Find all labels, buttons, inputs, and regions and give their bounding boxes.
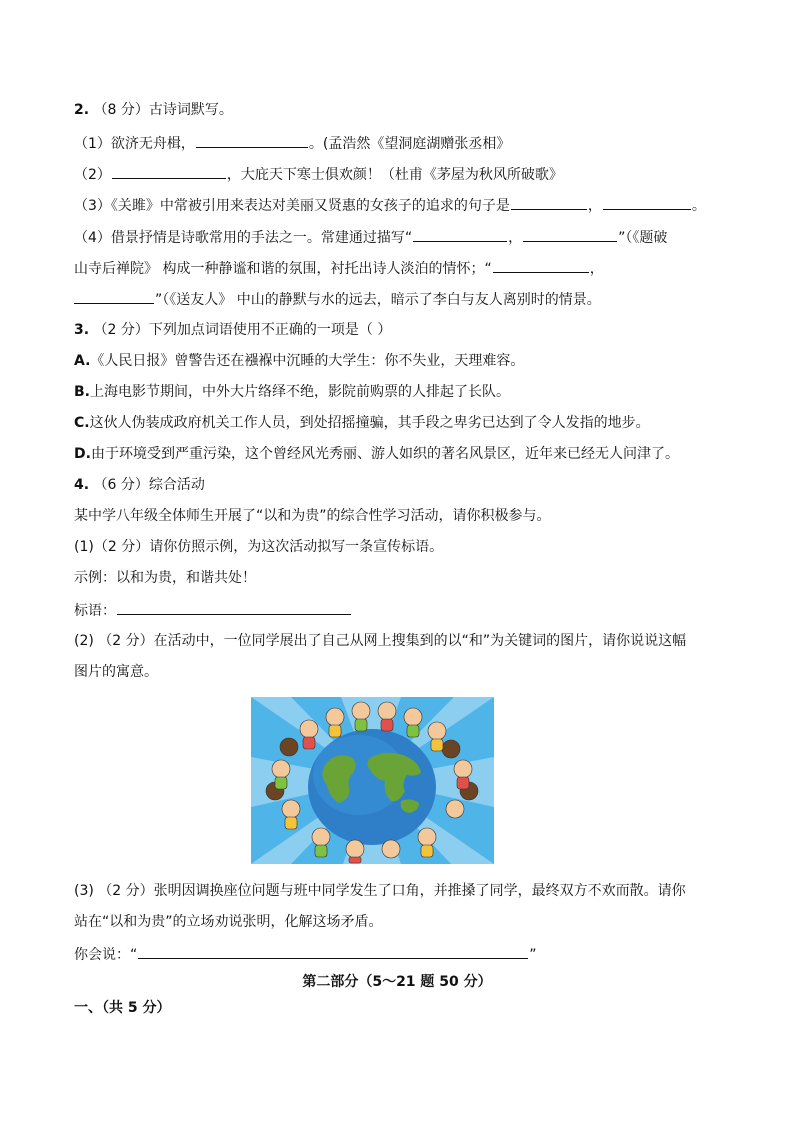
q4-sub3-line1: (3) （2 分）张明因调换座位问题与班中同学发生了口角，并推搡了同学，最终双方不欢而散。请你 [74, 883, 686, 899]
section-1-heading: 一、（共 5 分） [74, 1000, 171, 1016]
q2-part4-line2: 山寺后禅院》 构成一种静谧和谐的氛围，衬托出诗人淡泊的情怀；“ ， [74, 258, 724, 279]
answer-blank[interactable] [603, 195, 691, 210]
q4-answer: 你会说：“ ” [74, 944, 724, 965]
q2-part4-line3: ”（《送友人》 中山的静默与水的远去，暗示了李白与友人离别时的情景。 [74, 289, 724, 310]
q4-sub1: (1)（2 分）请你仿照示例，为这次活动拟写一条宣传标语。 [74, 539, 444, 555]
q4-heading: 4. （6 分）综合活动 [74, 477, 205, 493]
answer-blank[interactable] [413, 227, 507, 242]
q3-option-c[interactable]: C.这伙人伪装成政府机关工作人员，到处招摇撞骗，其手段之卑劣已达到了令人发指的地步。 [74, 415, 650, 431]
q2-part3: （3）《关雎》中常被引用来表达对美丽又贤惠的女孩子的追求的句子是 ， 。 [74, 195, 724, 216]
slogan-input-line[interactable] [117, 600, 351, 615]
q2-part4-line1: （4）借景抒情是诗歌常用的手法之一。常建通过描写“ ， ”（《题破 [74, 227, 724, 248]
part2-title: 第二部分（5～21 题 50 分） [302, 974, 492, 990]
q3-option-b[interactable]: B.上海电影节期间，中外大片络绎不绝，影院前购票的人排起了长队。 [74, 384, 510, 400]
answer-input-line[interactable] [138, 944, 528, 959]
answer-blank[interactable] [196, 133, 308, 148]
q3-heading: 3. （2 分）下列加点词语使用不正确的一项是（ ） [74, 322, 392, 338]
answer-blank[interactable] [493, 258, 589, 273]
answer-blank[interactable] [523, 227, 617, 242]
q4-sub2-line1: (2) （2 分）在活动中，一位同学展出了自己从网上搜集到的以“和”为关键词的图片，请你说说这幅 [74, 633, 687, 649]
answer-blank[interactable] [511, 195, 587, 210]
q4-example: 示例：以和为贵，和谐共处！ [74, 570, 256, 586]
q4-sub2-line2: 图片的寓意。 [74, 664, 158, 680]
q3-option-a[interactable]: A.《人民日报》曾警告还在襁褓中沉睡的大学生：你不失业，天理难容。 [74, 353, 525, 369]
q3-option-d[interactable]: D.由于环境受到严重污染，这个曾经风光秀丽、游人如织的著名风景区，近年来已经无人问津了。 [74, 446, 679, 462]
globe-children-illustration [251, 697, 494, 864]
q4-intro: 某中学八年级全体师生开展了“以和为贵”的综合性学习活动，请你积极参与。 [74, 508, 551, 524]
q2-part2: （2） ，大庇天下寒士俱欢颜！（杜甫《茅屋为秋风所破歌》 [74, 164, 724, 185]
q4-slogan: 标语： [74, 600, 724, 621]
answer-blank[interactable] [74, 289, 154, 304]
q2-part1: （1）欲济无舟楫， 。(孟浩然《望洞庭湖赠张丞相》 [74, 133, 724, 154]
q2-heading: 2. （8 分）古诗词默写。 [74, 102, 233, 118]
q4-sub3-line2: 站在“以和为贵”的立场劝说张明，化解这场矛盾。 [74, 914, 383, 930]
answer-blank[interactable] [112, 164, 226, 179]
